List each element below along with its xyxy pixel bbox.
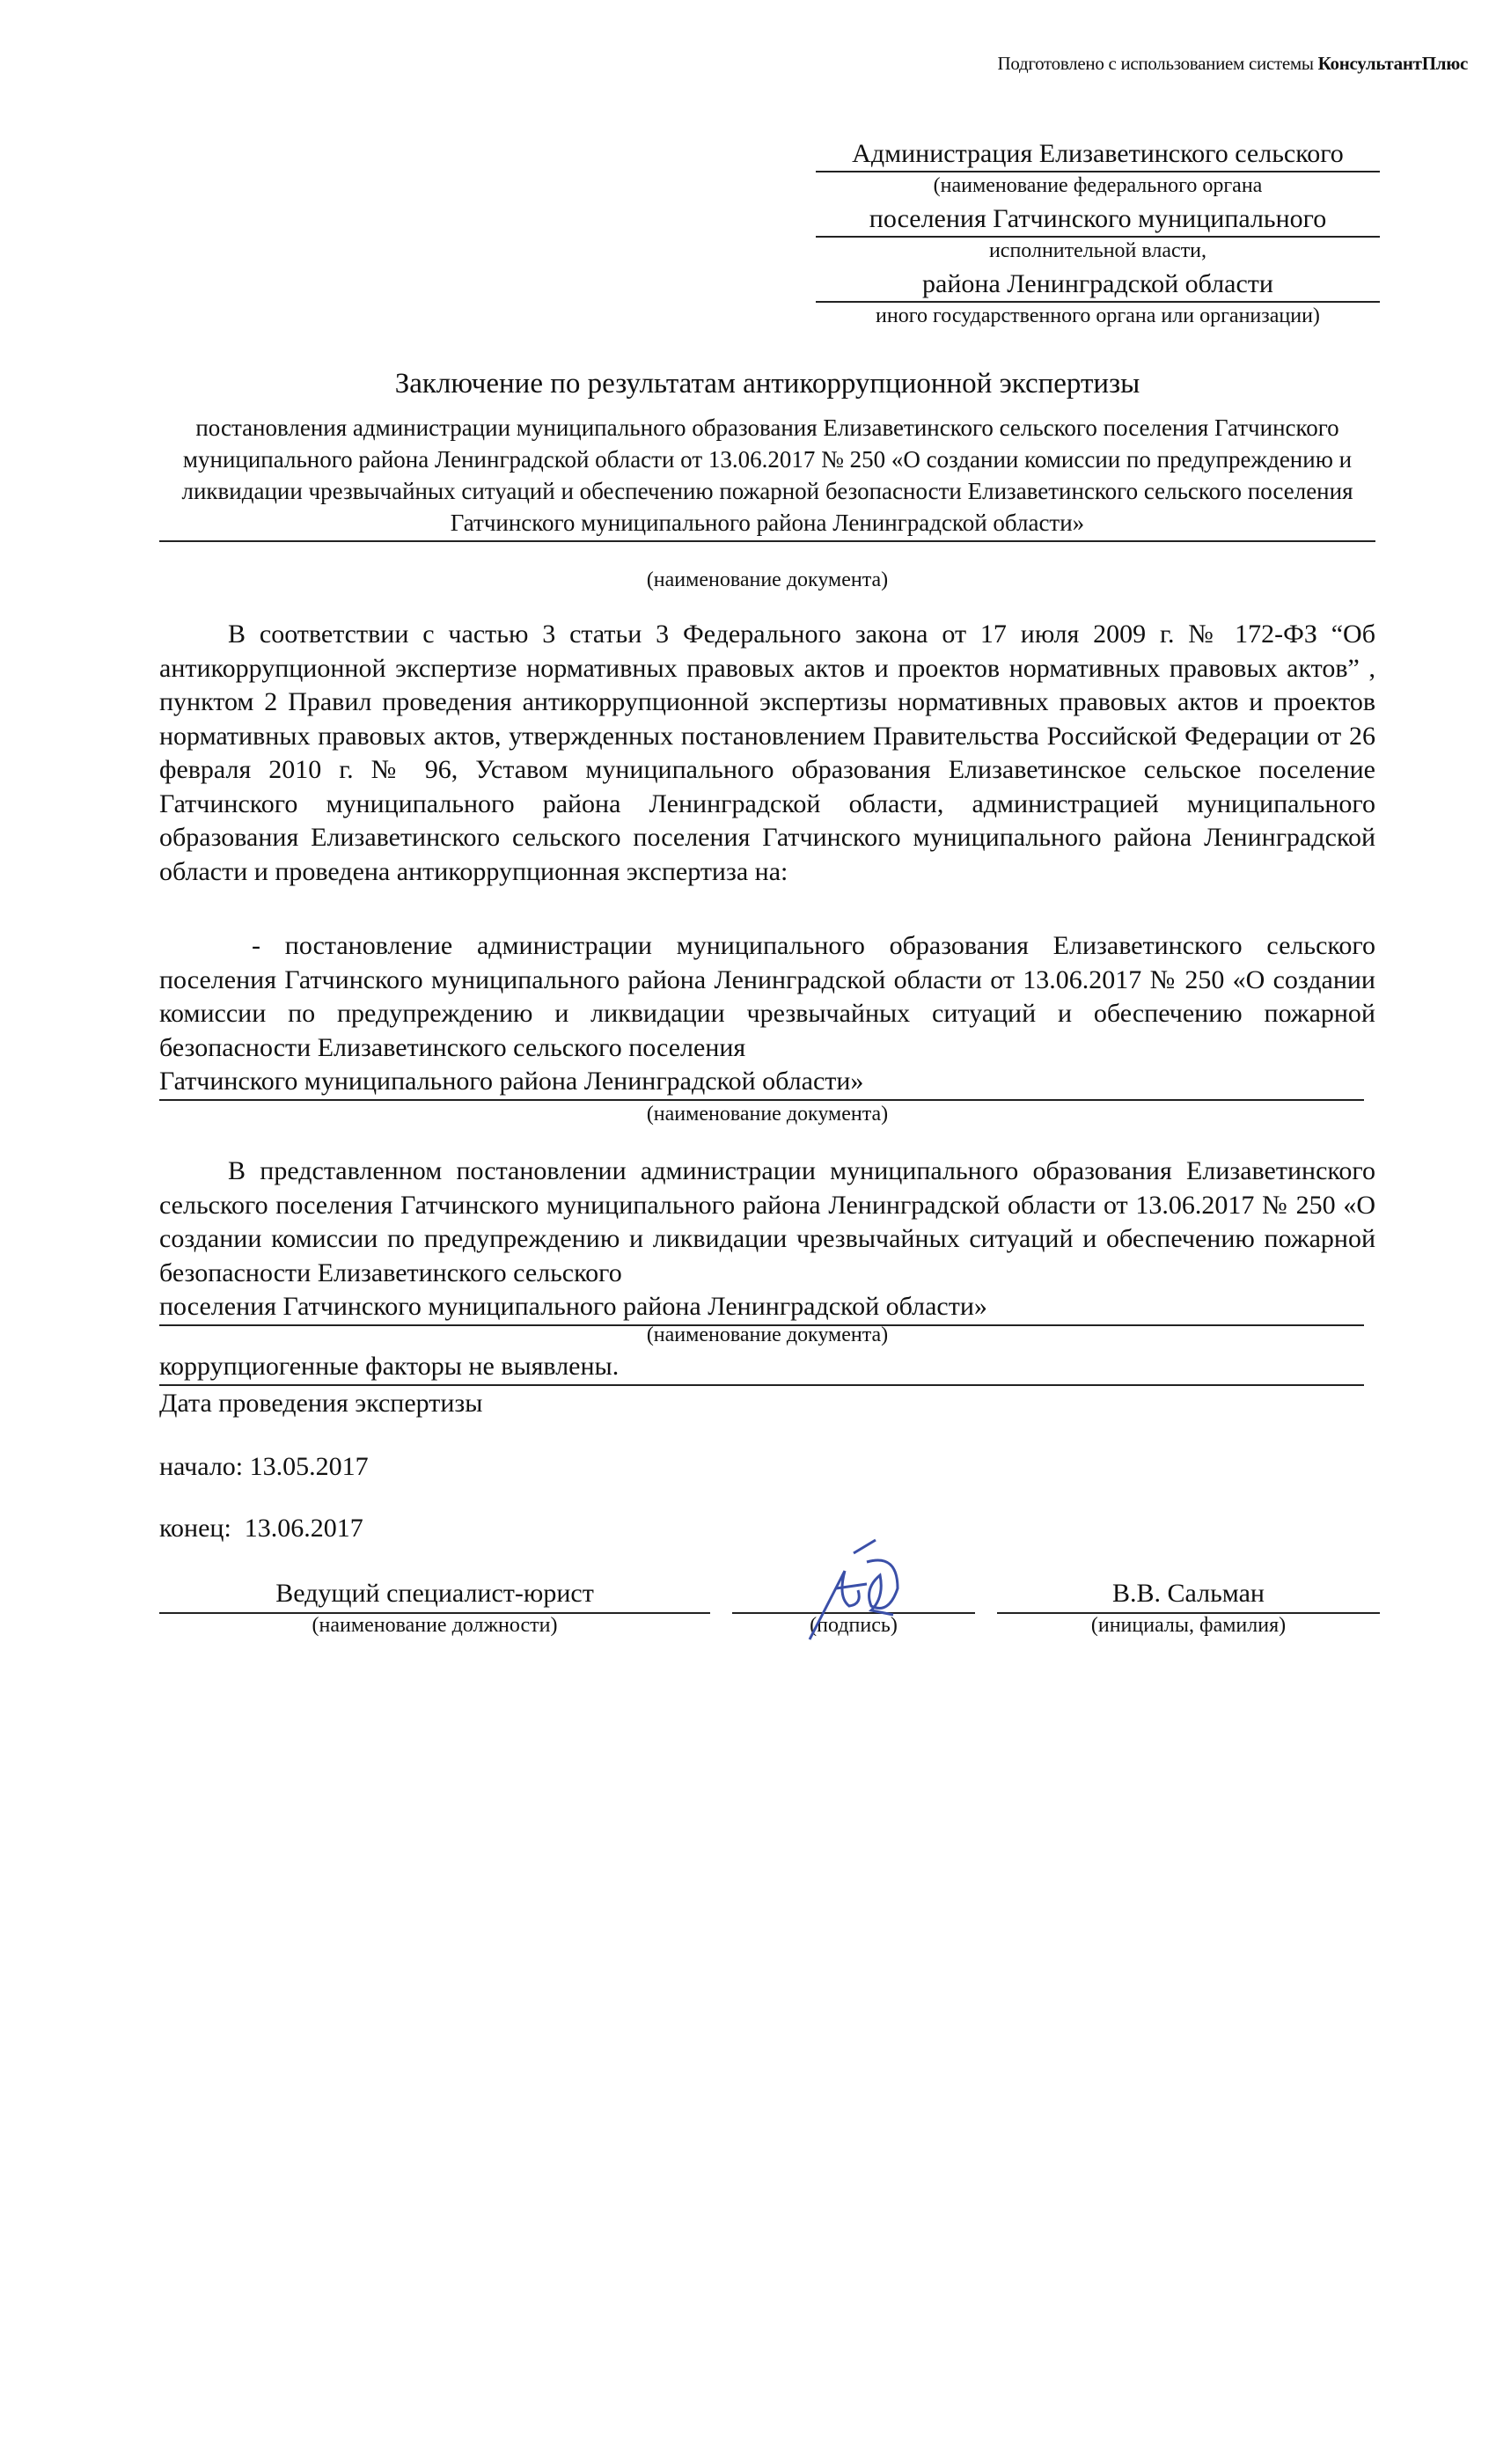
result-text: коррупциогенные факторы не выявлены. xyxy=(159,1350,1364,1386)
organization-block xyxy=(816,139,1380,334)
paragraph-finding-last-line: поселения Гатчинского муниципального района Ленинградской области» xyxy=(159,1290,1364,1326)
doc-caption-1: (наименование документа) xyxy=(646,568,889,591)
name-block xyxy=(997,1577,1380,1638)
org-line-2: поселения Гатчинского муниципального xyxy=(816,204,1380,238)
bullet-document: - постановление администрации муниципального образования Елизаветинского сельского поселения Гатчинского муниципального района Ленинградской области от 13.06.2017 № 250 «О создании комиссии по предупреждению и ликвидации чрезвычайных ситуаций и обеспечению пожарной безопасности Елизаветинского сельского поселения xyxy=(159,931,1375,1062)
end-date: конец: 13.06.2017 xyxy=(159,1514,363,1543)
credit-line xyxy=(997,53,1468,75)
document-subject: постановления администрации муниципального образования Елизаветинского сельского поселения Гатчинского муниципального района Ленинградской области от 13.06.2017 № 250 «О создании комиссии по предупреждению и ликвидации чрезвычайных ситуаций и обеспечению пожарной безопасности Елизаветинского сельского поселения Гатчинского муниципального района Ленинградской области» xyxy=(159,412,1375,542)
signature-caption: (подпись) xyxy=(810,1614,898,1637)
paragraph-finding: В представленном постановлении администрации муниципального образования Елизаветинского сельского поселения Гатчинского муниципального района Ленинградской области от 13.06.2017 № 250 «О создании комиссии по предупреждению и ликвидации чрезвычайных ситуаций и обеспечению пожарной безопасности Елизаветинского сельского xyxy=(159,1156,1375,1287)
org-caption-2: исполнительной власти, xyxy=(988,239,1207,262)
date-heading: Дата проведения экспертизы xyxy=(159,1389,483,1418)
bullet-document-last-line: Гатчинского муниципального района Ленинградской области» xyxy=(159,1065,1364,1101)
paragraph-basis: В соответствии с частью 3 статьи 3 Федерального закона от 17 июля 2009 г. № 172-ФЗ “Об антикоррупционной экспертизе нормативных правовых актов и проектов нормативных правовых актов” , пунктом 2 Правил проведения антикоррупционной экспертизы нормативных правовых актов и проектов нормативных правовых актов, утвержденных постановлением Правительства Российской Федерации от 26 февраля 2010 г. № 96, Уставом муниципального образования Елизаветинское сельское поселение Гатчинского муниципального района Ленинградской области, администрацией муниципального образования Елизаветинского сельского поселения Гатчинского муниципального района Ленинградской области и проведена антикоррупционная экспертиза на: xyxy=(159,620,1375,886)
credit-brand: КонсультантПлюс xyxy=(1317,53,1468,74)
doc-caption-3: (наименование документа) xyxy=(646,1324,889,1346)
credit-prefix: Подготовлено с использованием системы xyxy=(997,53,1318,74)
doc-caption-2: (наименование документа) xyxy=(646,1103,889,1126)
document-title: Заключение по результатам антикоррупционной экспертизы xyxy=(394,368,1140,400)
org-line-3: района Ленинградской области xyxy=(816,269,1380,303)
org-caption-1: (наименование федерального органа xyxy=(933,174,1263,197)
position-block xyxy=(159,1577,710,1638)
handwritten-signature-icon xyxy=(783,1536,942,1641)
position-caption: (наименование должности) xyxy=(312,1614,558,1637)
signer-name: В.В. Сальман xyxy=(997,1577,1380,1614)
name-caption: (инициалы, фамилия) xyxy=(1090,1614,1287,1637)
org-line-1: Администрация Елизаветинского сельского xyxy=(816,139,1380,172)
start-date: начало: 13.05.2017 xyxy=(159,1452,369,1481)
position-text: Ведущий специалист-юрист xyxy=(159,1577,710,1614)
org-caption-3: иного государственного органа или организации) xyxy=(876,304,1320,327)
